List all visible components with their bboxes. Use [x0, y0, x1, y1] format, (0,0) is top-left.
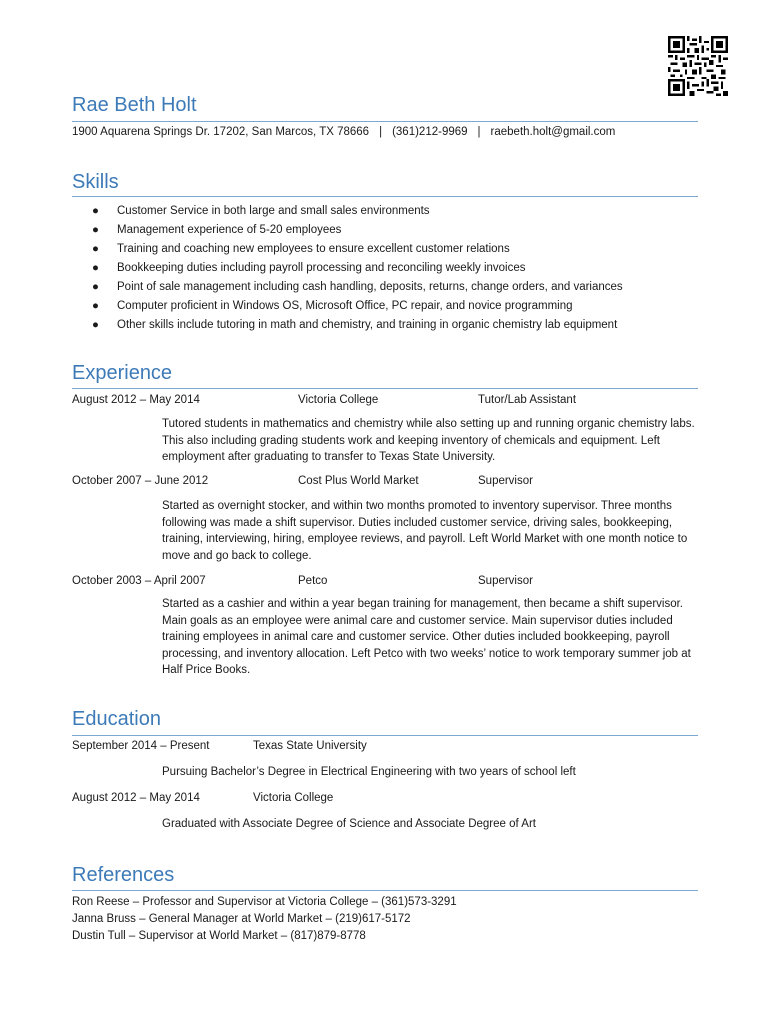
reference-item: Ron Reese – Professor and Supervisor at Victoria College – (361)573-3291 [72, 896, 457, 908]
job-title: Tutor/Lab Assistant [478, 394, 577, 406]
education-school: Victoria College [253, 792, 334, 804]
skill-text: Other skills include tutoring in math and chemistry, and training in organic chemistry lab equipment [117, 319, 618, 331]
job-dates: August 2012 – May 2014 [72, 394, 200, 406]
phone-number[interactable]: (361)212-9969 [392, 126, 468, 138]
reference-item: Janna Bruss – General Manager at World Market – (219)617-5172 [72, 913, 411, 925]
job-description: Started as a cashier and within a year began training for management, then became a shift supervisor. Main goals as an employee were animal care and customer service. Main supervisor duties included training employees in animal care and customer service. Other duties included bookkeeping, payroll processing, and inventory allocation. Left Petco with two weeks’ notice to work temporary summer job at Half Price Books. [162, 598, 691, 677]
education-divider [72, 735, 698, 736]
bullet-icon: ● [92, 262, 99, 274]
list-item [72, 221, 623, 240]
contact-line [72, 124, 615, 141]
reference-item: Dustin Tull – Supervisor at World Market – (817)879-8778 [72, 930, 366, 942]
skill-text: Computer proficient in Windows OS, Microsoft Office, PC repair, and novice programming [117, 300, 573, 312]
job-dates: October 2007 – June 2012 [72, 475, 209, 487]
experience-divider [72, 388, 698, 389]
skills-divider [72, 196, 698, 197]
contact-separator: | [477, 126, 481, 138]
skills-list [72, 202, 623, 335]
job-organization: Petco [298, 575, 328, 587]
list-item [72, 202, 623, 221]
name-divider [72, 121, 698, 122]
list-item [72, 240, 623, 259]
bullet-icon: ● [92, 281, 99, 293]
bullet-icon: ● [92, 319, 99, 331]
job-title: Supervisor [478, 575, 533, 587]
education-school: Texas State University [253, 740, 367, 752]
job-description: Tutored students in mathematics and chemistry while also setting up and running organic chemistry labs. This also including grading students work and keeping inventory of chemicals and equipment. Left employment after graduating to transfer to Texas State University. [162, 418, 695, 464]
bullet-icon: ● [92, 205, 99, 217]
references-divider [72, 890, 698, 891]
bullet-icon: ● [92, 243, 99, 255]
job-description: Started as overnight stocker, and within two months promoted to inventory supervisor. Three months following was made a shift supervisor. Duties included customer service, driving sales, bookkeeping, training, interviewing, hiring, employee reviews, and payroll. Left World Market with one month notice to move and go back to college. [162, 500, 688, 562]
skill-text: Bookkeeping duties including payroll processing and reconciling weekly invoices [117, 262, 526, 274]
education-description: Pursuing Bachelor’s Degree in Electrical Engineering with two years of school left [162, 766, 576, 778]
list-item [72, 316, 623, 335]
list-item [72, 259, 623, 278]
list-item [72, 278, 623, 297]
contact-separator: | [379, 126, 383, 138]
address: 1900 Aquarena Springs Dr. 17202, San Marcos, TX 78666 [72, 126, 370, 138]
skills-heading: Skills [72, 171, 119, 193]
list-item [72, 297, 623, 316]
bullet-icon: ● [92, 300, 99, 312]
job-organization: Cost Plus World Market [298, 475, 419, 487]
job-dates: October 2003 – April 2007 [72, 575, 206, 587]
bullet-icon: ● [92, 224, 99, 236]
experience-heading: Experience [72, 362, 173, 384]
qr-code-icon [668, 36, 728, 96]
resume-name: Rae Beth Holt [72, 94, 197, 116]
job-organization: Victoria College [298, 394, 379, 406]
skill-text: Management experience of 5-20 employees [117, 224, 342, 236]
skill-text: Point of sale management including cash handling, deposits, returns, change orders, and variances [117, 281, 623, 293]
email-address[interactable]: raebeth.holt@gmail.com [490, 126, 616, 138]
skill-text: Customer Service in both large and small sales environments [117, 205, 430, 217]
references-list [72, 894, 457, 945]
skill-text: Training and coaching new employees to ensure excellent customer relations [117, 243, 510, 255]
education-dates: September 2014 – Present [72, 740, 210, 752]
references-heading: References [72, 864, 175, 886]
job-title: Supervisor [478, 475, 533, 487]
education-heading: Education [72, 708, 161, 730]
education-dates: August 2012 – May 2014 [72, 792, 200, 804]
education-description: Graduated with Associate Degree of Science and Associate Degree of Art [162, 818, 536, 830]
